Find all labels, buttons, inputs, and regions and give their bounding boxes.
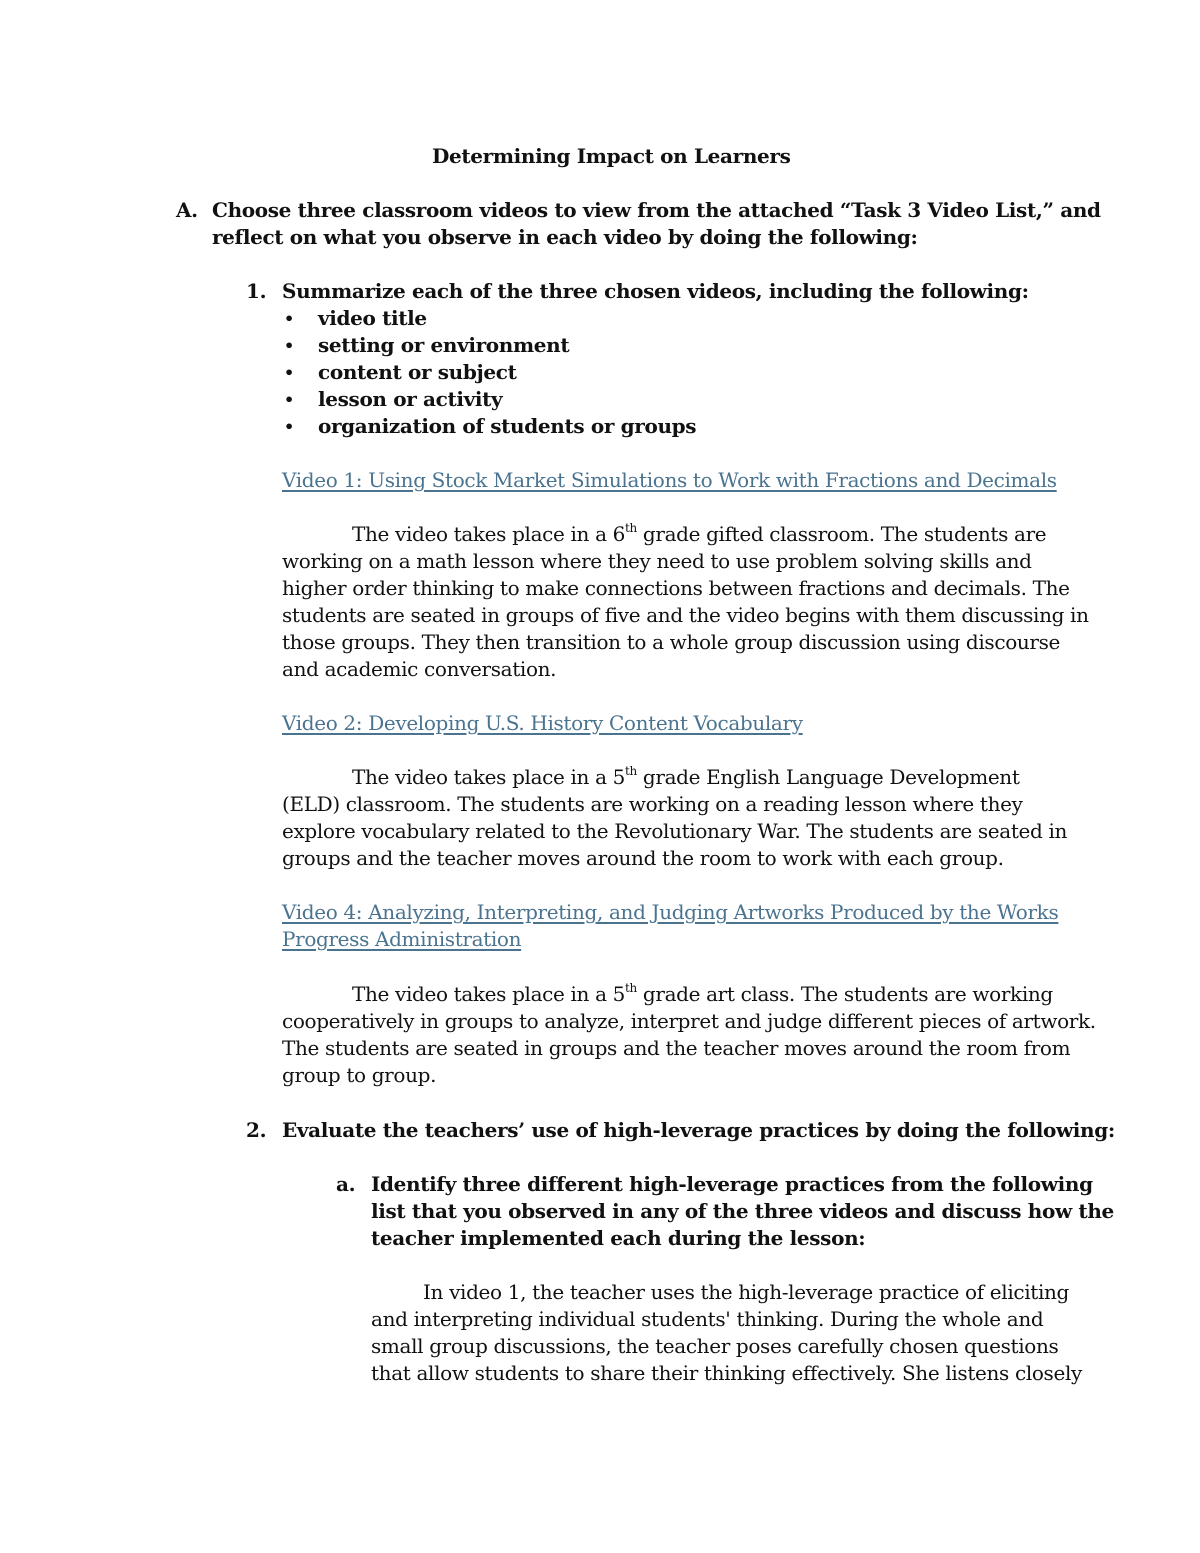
bullet-icon: • [284,309,295,328]
video-4-summary-line: cooperatively in groups to analyze, interpret and judge different pieces of artwork. [282,1009,1096,1033]
bullet-icon: • [284,363,295,382]
item-a-line: list that you observed in any of the three videos and discuss how the [371,1199,1114,1223]
video-1-summary-first-line: The video takes place in a 6th grade gifted classroom. The students are [352,521,1047,546]
video-2-summary-line: (ELD) classroom. The students are working on a reading lesson where they [282,792,1023,816]
video-4-summary-first-line: The video takes place in a 5th grade art class. The students are working [352,981,1053,1006]
item-1-marker: 1. [246,279,267,303]
bullet-item: video title [318,306,427,330]
bullet-item: setting or environment [318,333,570,357]
item-a-marker: a. [336,1172,356,1196]
video-1-summary-line: and academic conversation. [282,657,557,681]
bullet-icon: • [284,390,295,409]
video-1-summary-line: higher order thinking to make connections between fractions and decimals. The [282,576,1070,600]
video-4-link[interactable]: Video 4: Analyzing, Interpreting, and Judging Artworks Produced by the Works [282,900,1059,924]
video-1-summary-line: working on a math lesson where they need to use problem solving skills and [282,549,1032,573]
answer-line: small group discussions, the teacher poses carefully chosen questions [371,1334,1059,1358]
bullet-item: organization of students or groups [318,414,697,438]
document-title: Determining Impact on Learners [432,144,791,168]
video-4-summary-line: group to group. [282,1063,437,1087]
video-1-link[interactable]: Video 1: Using Stock Market Simulations to Work with Fractions and Decimals [282,468,1057,492]
video-2-summary-line: explore vocabulary related to the Revolutionary War. The students are seated in [282,819,1068,843]
answer-line: that allow students to share their thinking effectively. She listens closely [371,1361,1082,1385]
video-1-summary-line: those groups. They then transition to a whole group discussion using discourse [282,630,1061,654]
bullet-item: lesson or activity [318,387,503,411]
video-2-summary-first-line: The video takes place in a 5th grade English Language Development [352,764,1020,789]
section-a-line: reflect on what you observe in each video by doing the following: [212,225,918,249]
item-a-line: Identify three different high-leverage practices from the following [371,1172,1093,1196]
video-2-summary-line: groups and the teacher moves around the room to work with each group. [282,846,1004,870]
video-4-summary-line: The students are seated in groups and the teacher moves around the room from [282,1036,1071,1060]
bullet-icon: • [284,417,295,436]
video-1-summary-line: students are seated in groups of five and the video begins with them discussing in [282,603,1089,627]
section-a-marker: A. [176,198,198,222]
item-2-text: Evaluate the teachers’ use of high-leverage practices by doing the following: [282,1118,1115,1142]
item-1-text: Summarize each of the three chosen videos, including the following: [282,279,1029,303]
answer-line: In video 1, the teacher uses the high-leverage practice of eliciting [423,1280,1069,1304]
video-4-link[interactable]: Progress Administration [282,927,522,951]
section-a-line: Choose three classroom videos to view from the attached “Task 3 Video List,” and [212,198,1101,222]
answer-line: and interpreting individual students' thinking. During the whole and [371,1307,1044,1331]
bullet-item: content or subject [318,360,517,384]
item-2-marker: 2. [246,1118,267,1142]
video-2-link[interactable]: Video 2: Developing U.S. History Content Vocabulary [282,711,803,735]
bullet-icon: • [284,336,295,355]
item-a-line: teacher implemented each during the lesson: [371,1226,866,1250]
